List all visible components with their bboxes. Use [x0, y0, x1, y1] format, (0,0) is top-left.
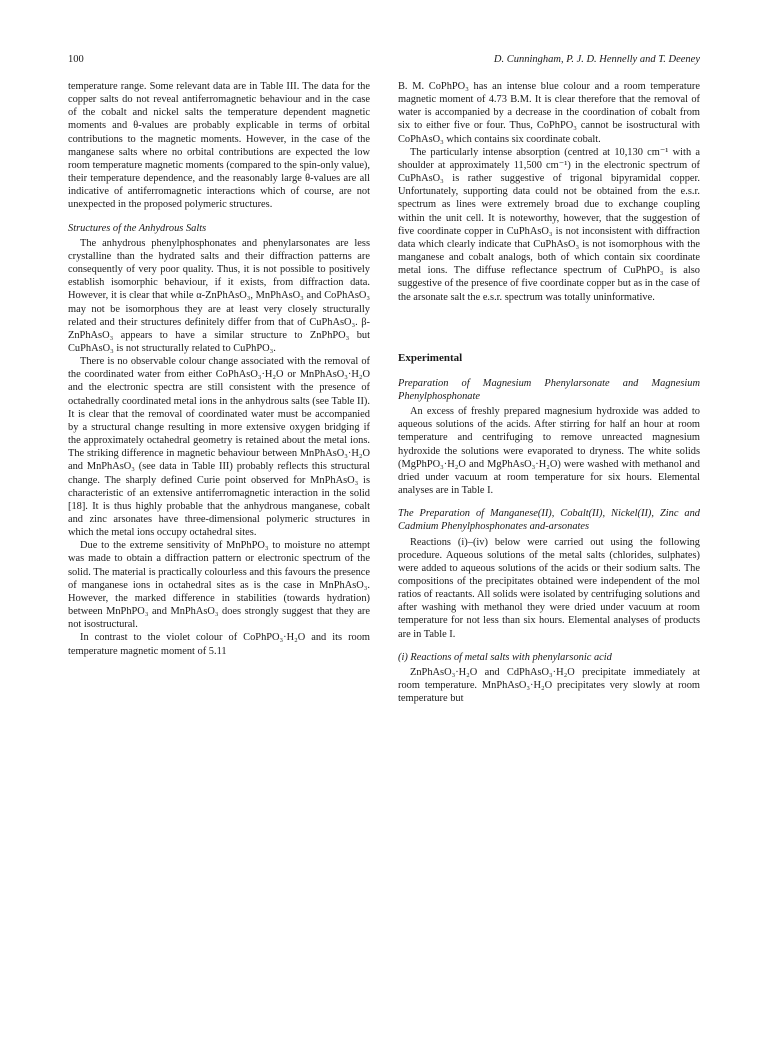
paragraph: Reactions (i)–(iv) below were carried out using the following procedure. Aqueous solutions of the metal salts (chlorides, sulphates) were added to aqueous solutions of the acids or their sodium salts. The compositions of the precipitates obtained were independent of the mol ratios of reactants. All solids were isolated by centrifuging solutions and after washing with methanol they were dried under vacuum at room temperature for not less than six hours. Elemental analyses of products are in Table I.: [398, 536, 700, 640]
paragraph: temperature range. Some relevant data are in Table III. The data for the copper salts do not reveal antiferromagnetic behaviour and in the case of the cobalt and nickel salts the temperature dependent magnetic moments and θ-values are probably explicable in terms of orbital contributions to the magnetic moments. However, in the case of the manganese salts where no orbital contributions are expected the low room temperature magnetic moments (compared to the spin-only value), their temperature dependence, and the reasonably large θ-values are all indicative of antiferromagnetic interactions which of course, are not unexpected in the proposed polymeric structures.: [68, 81, 370, 211]
subsection-heading: The Preparation of Manganese(II), Cobalt(II), Nickel(II), Zinc and Cadmium Phenylphosphonates and-arsonates: [398, 508, 700, 533]
page-number: 100: [68, 54, 84, 65]
paragraph: B. M. CoPhPO₃ has an intense blue colour and a room temperature magnetic moment of 4.73 B.M. It is clear therefore that the removal of water is accompanied by a decrease in the coordination of cobalt from six to either five or four. Thus, CoPhPO₃ cannot be isostructural with CoPhAsO₃ which contains six coordinate cobalt.: [398, 81, 700, 145]
subsection-heading: (i) Reactions of metal salts with phenylarsonic acid: [398, 651, 612, 663]
section-heading: Experimental: [398, 351, 463, 364]
paragraph: The anhydrous phenylphosphonates and phenylarsonates are less crystalline than the hydrated salts and their diffraction patterns are consequently of very poor quality. Thus, it is not possible to positively establish isomorphic behaviour, if it exists, from diffraction data. However, it is clear that while α-ZnPhAsO₃, MnPhAsO₃ and CoPhAsO₃ may not be isomorphous they are at least very closely structurally related and their structures definitely differ from that of CuPhAsO₃. β-ZnPhAsO₃ appears to have a similar structure to ZnPhPO₃ but CuPhAsO₃ is not structurally related to CuPhPO₃.: [68, 237, 370, 354]
paragraph: There is no observable colour change associated with the removal of the coordinated water from either CoPhAsO₃·H₂O or MnPhAsO₃·H₂O and the electronic spectra are still consistent with the presence of octahedrally coordinated metal ions in the anhydrous salts (see Table II). It is clear that the removal of coordinated water must be accompanied by a structural change resulting in more extensive oxygen bridging if the approximately octahedral geometry is retained about the metal ions. The striking difference in magnetic behaviour between MnPhAsO₃·H₂O and MnPhAsO₃ (see data in Table III) probably reflects this structural change. The sharply defined Curie point observed for MnPhAsO₃ is characteristic of an extensive antiferromagnetic interaction in the solid [18]. It is thus highly probable that the anhydrous manganese, cobalt and zinc arsonates have three-dimensional polymeric structures in which the metal ions occupy octahedral sites.: [68, 356, 370, 539]
left-column: [68, 80, 370, 658]
subsection-heading: Structures of the Anhydrous Salts: [68, 222, 207, 234]
paragraph: An excess of freshly prepared magnesium hydroxide was added to aqueous solutions of the acids. After stirring for half an hour at room temperature and centrifuging to remove unreacted magnesium hydroxide the solutions were evaporated to dryness. The white solids (MgPhPO₃·H₂O and MgPhAsO₃·H₂O) were washed with methanol and dried under vacuum at room temperature for six hours. Elemental analyses are in Table I.: [398, 406, 700, 497]
paragraph: In contrast to the violet colour of CoPhPO₃·H₂O and its room temperature magnetic moment of 5.11: [68, 632, 370, 657]
right-column: [398, 80, 700, 705]
subsection-heading: Preparation of Magnesium Phenylarsonate and Magnesium Phenylphosphonate: [398, 377, 700, 402]
page-header: [68, 54, 700, 65]
running-head: D. Cunningham, P. J. D. Hennelly and T. Deeney: [493, 54, 700, 65]
paragraph: The particularly intense absorption (centred at 10,130 cm⁻¹ with a shoulder at approximately 11,500 cm⁻¹) in the electronic spectrum of CuPhAsO₃ is rather suggestive of trigonal bipyramidal copper. Unfortunately, supporting data could not be obtained from the e.s.r. spectrum as lines were extremely broad due to exchange coupling within the unit cell. It is noteworthy, however, that the suggestion of five coordinate copper in CuPhAsO₃ is not inconsistent with diffraction data which clearly indicate that CuPhAsO₃ is not isomorphous with the manganese and cobalt analogs, both of which contain six coordinate metal ions. The diffuse reflectance spectrum of CuPhPO₃ is also suggestive of the presence of five coordinate copper but as in the case of the arsonate salt the e.s.r. spectrum was totally uninformative.: [398, 146, 700, 303]
paragraph: ZnPhAsO₃·H₂O and CdPhAsO₃·H₂O precipitate immediately at room temperature. MnPhAsO₃·H₂O precipitates very slowly at room temperature but: [398, 666, 700, 705]
paragraph: Due to the extreme sensitivity of MnPhPO₃ to moisture no attempt was made to obtain a diffraction pattern or electronic spectrum of the solid. The material is practically colourless and this favours the presence of manganese ions in octahedral sites as is the case in MnPhAsO₃. However, the marked difference in stabilities (towards hydration) between MnPhPO₃ and MnPhAsO₃ does strongly suggest that they are not isostructural.: [68, 540, 370, 631]
